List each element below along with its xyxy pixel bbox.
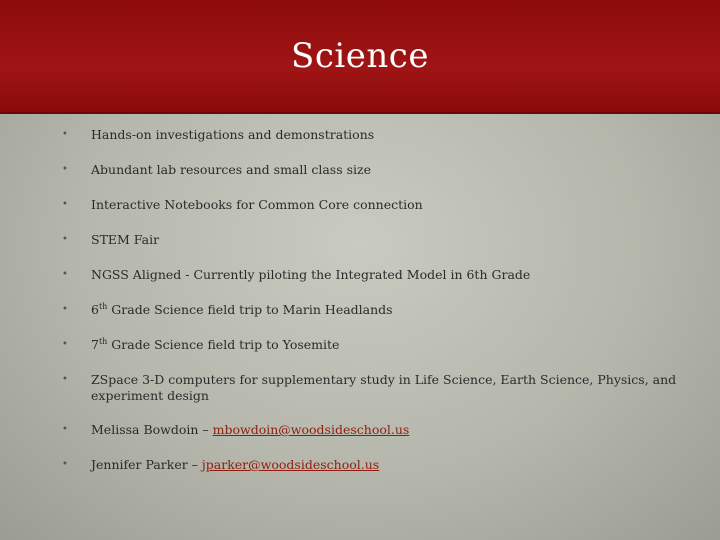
list-item — [62, 267, 682, 283]
bullet-dot-icon: • — [62, 129, 68, 140]
list-item — [62, 302, 682, 318]
list-item — [62, 457, 682, 473]
email-link[interactable]: mbowdoin@woodsideschool.us — [212, 422, 410, 437]
list-item — [62, 422, 682, 438]
bullet-dot-icon: • — [62, 374, 68, 385]
bullet-dot-icon: • — [62, 164, 68, 175]
bullet-text: Grade Science field trip to Yosemite — [107, 337, 340, 352]
bullet-dot-icon: • — [62, 269, 68, 280]
bullet-dot-icon: • — [62, 199, 68, 210]
slide-title: Science — [291, 36, 429, 76]
email-link[interactable]: jparker@woodsideschool.us — [201, 457, 380, 472]
bullet-dot-icon: • — [62, 234, 68, 245]
contact-name: Melissa Bowdoin – — [91, 422, 213, 437]
grade-number: 6 — [91, 302, 99, 317]
list-item — [62, 162, 682, 178]
list-item — [62, 337, 682, 353]
grade-number: 7 — [91, 337, 99, 352]
contact-name: Jennifer Parker – — [91, 457, 202, 472]
bullet-dot-icon: • — [62, 339, 68, 350]
list-item — [62, 197, 682, 213]
bullet-dot-icon: • — [62, 304, 68, 315]
ordinal-suffix: th — [98, 336, 108, 346]
bullet-text: ZSpace 3-D computers for supplementary study in Life Science, Earth Science, Physics, and experiment design — [91, 372, 677, 403]
bullet-text: Interactive Notebooks for Common Core connection — [91, 197, 423, 212]
bullet-list — [62, 127, 682, 492]
list-item — [62, 127, 682, 143]
bullet-text: Grade Science field trip to Marin Headlands — [107, 302, 393, 317]
list-item — [62, 232, 682, 248]
title-bar — [0, 0, 720, 114]
bullet-dot-icon: • — [62, 459, 68, 470]
bullet-dot-icon: • — [62, 424, 68, 435]
bullet-text: NGSS Aligned - Currently piloting the Integrated Model in 6th Grade — [91, 267, 531, 282]
bullet-text: STEM Fair — [91, 232, 160, 247]
list-item — [62, 372, 682, 404]
bullet-text: Hands-on investigations and demonstrations — [91, 127, 375, 142]
ordinal-suffix: th — [98, 301, 108, 311]
bullet-text: Abundant lab resources and small class size — [91, 162, 371, 177]
